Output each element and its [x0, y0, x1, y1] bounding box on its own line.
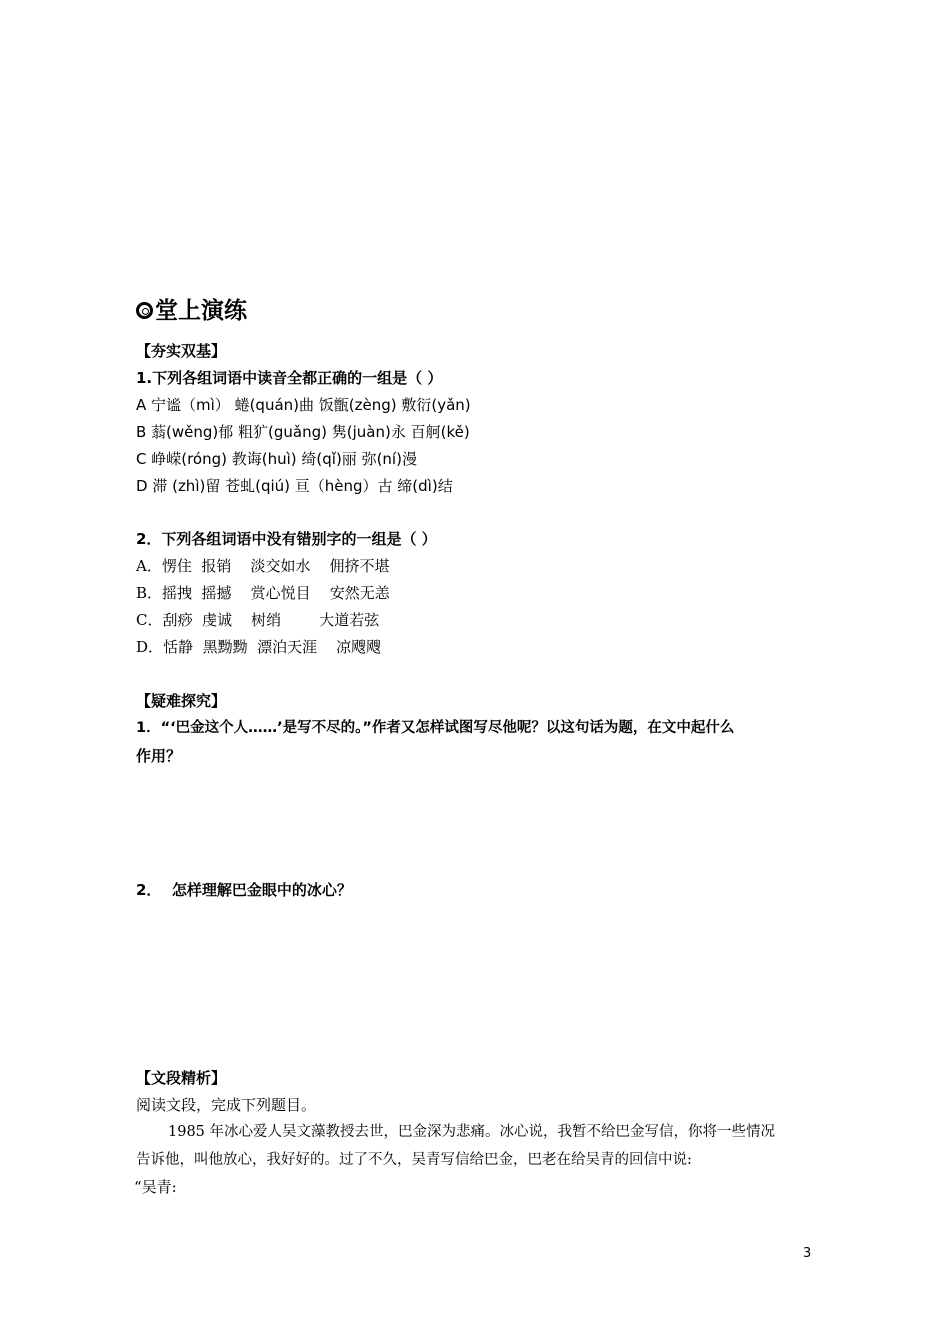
section-title-text: 堂上演练: [155, 298, 247, 324]
letter-opening: “吴青:: [134, 1178, 177, 1196]
question-1-option-d: D 滞 (zhì)留 苍虬(qiú) 亘（hèng）古 缔(dì)结: [136, 477, 453, 495]
double-circle-icon: [136, 302, 153, 319]
page-number: 3: [803, 1246, 812, 1261]
question-1-option-c: C 峥嵘(róng) 教诲(huì) 绮(qǐ)丽 弥(ní)漫: [136, 450, 417, 468]
passage-intro: 阅读文段，完成下列题目。: [136, 1096, 317, 1114]
section-title: [136, 296, 247, 326]
heading-passage-analysis: 【文段精析】: [136, 1069, 227, 1087]
question-1-option-b: B 蓊(wěng)郁 粗犷(guǎng) 隽(juàn)永 百舸(kě): [136, 423, 470, 441]
exploration-question-2: 2． 怎样理解巴金眼中的冰心？: [136, 881, 352, 899]
question-2-option-a: A．愣住 报销 淡交如水 佣挤不堪: [136, 557, 390, 575]
heading-exploration: 【疑难探究】: [136, 692, 227, 710]
heading-basics: 【夯实双基】: [136, 342, 227, 360]
question-1-stem: 1.下列各组词语中读音全都正确的一组是（ ）: [136, 369, 443, 387]
question-2-option-d: D．恬静 黑黝黝 漂泊天涯 凉飕飕: [136, 638, 382, 656]
question-2-option-c: C．刮痧 虔诚 树绡 大道若弦: [136, 611, 380, 629]
exploration-question-1-line-2: 作用？: [136, 747, 182, 765]
exploration-question-1-line-1: 1．“‘巴金这个人……’是写不尽的。”作者又怎样试图写尽他呢？以这句话为题，在文中起什么: [136, 720, 735, 736]
question-1-option-a: A 宁谧（mì） 蜷(quán)曲 饭甑(zèng) 敷衍(yǎn): [136, 396, 471, 414]
question-2-stem: 2．下列各组词语中没有错别字的一组是（ ）: [136, 530, 437, 548]
passage-line-1: 1985 年冰心爱人吴文藻教授去世，巴金深为悲痛。冰心说，我暂不给巴金写信，你将一些情况: [168, 1124, 776, 1140]
question-2-option-b: B．摇拽 摇撼 赏心悦目 安然无恙: [136, 584, 390, 602]
passage-line-2: 告诉他，叫他放心，我好好的。过了不久，吴青写信给巴金，巴老在给吴青的回信中说:: [136, 1152, 692, 1168]
